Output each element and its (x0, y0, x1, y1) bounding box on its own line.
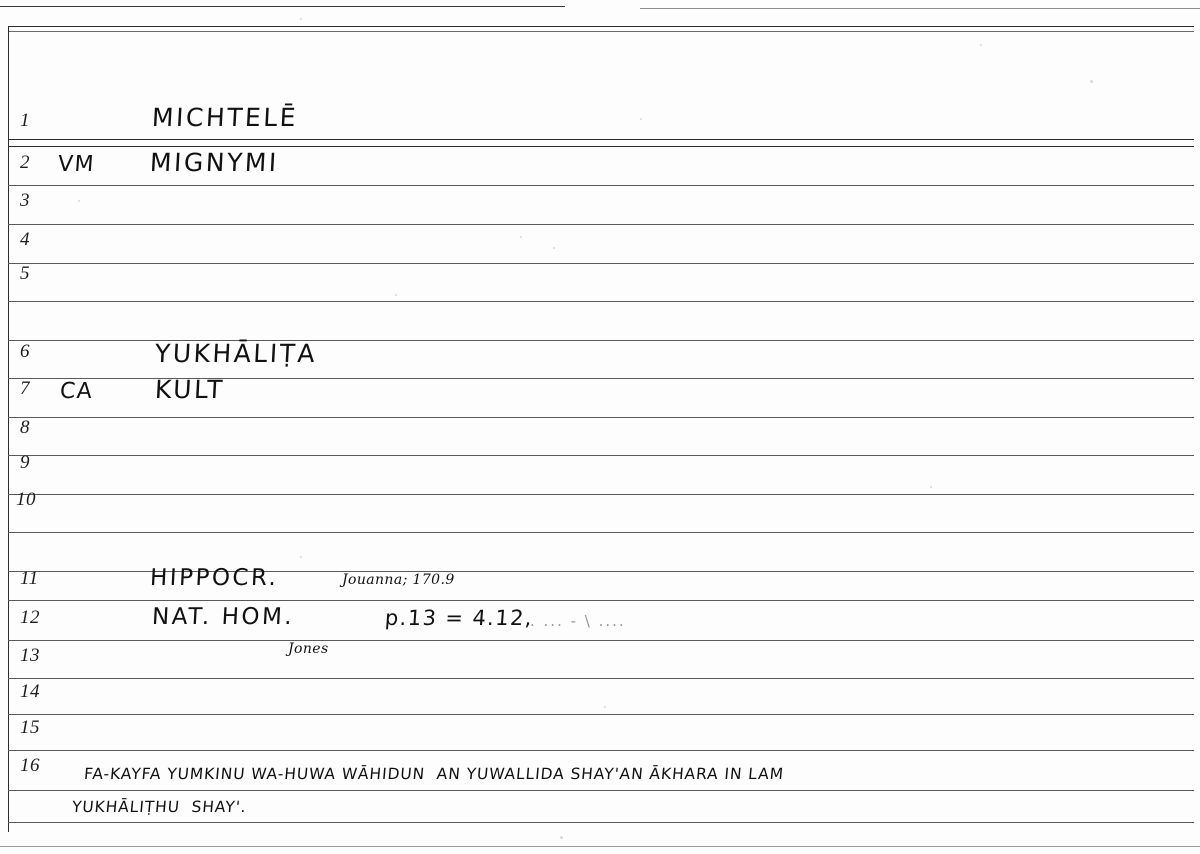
line-number: 13 (20, 645, 40, 666)
paper-top-edge-left (0, 6, 565, 7)
rule-line-1b (8, 146, 1194, 147)
rule-line-7 (8, 417, 1194, 418)
arabic-transliteration-line-2: YUKHĀLIṬHU SHAY'. (71, 798, 248, 816)
scan-speck (930, 486, 932, 488)
scan-speck (300, 18, 302, 20)
annotation-jouanna-reference: Jouanna; 170.9 (342, 572, 455, 588)
scan-speck (553, 247, 555, 249)
entry-source-nat-hom: NAT. HOM. (151, 604, 295, 630)
line-number: 3 (20, 190, 30, 211)
rule-line-17 (8, 822, 1194, 823)
line-number: 16 (20, 755, 40, 776)
line-number: 8 (20, 417, 30, 438)
rule-line-2 (8, 185, 1194, 186)
line-number: 2 (20, 152, 30, 173)
rule-line-11 (8, 600, 1194, 601)
rule-line-13 (8, 678, 1194, 679)
scan-speck (520, 236, 522, 238)
rule-line-5 (8, 301, 1194, 302)
scan-speck (300, 556, 302, 558)
entry-tag-ca: CA (59, 379, 95, 404)
rule-line-4 (8, 263, 1194, 264)
line-number: 15 (20, 717, 40, 738)
line-number: 12 (20, 607, 40, 628)
scan-speck (395, 294, 397, 296)
scan-speck (604, 706, 606, 708)
rule-line-12 (8, 640, 1194, 641)
scan-speck (1090, 80, 1093, 83)
line-number: 10 (16, 489, 36, 510)
form-frame-top (8, 26, 1194, 27)
rule-line-1 (8, 139, 1194, 140)
paper-top-edge-right (640, 8, 1200, 9)
annotation-editor-jones: Jones (288, 641, 329, 657)
rule-line-14 (8, 714, 1194, 715)
entry-headword-yukhalita: YUKHĀLIṬA (154, 339, 318, 368)
form-frame-top-inner (8, 31, 1194, 32)
line-number: 7 (20, 378, 30, 399)
annotation-page-reference: p.13 = 4.12, (384, 606, 534, 630)
scan-speck (560, 836, 563, 839)
line-number: 14 (20, 681, 40, 702)
line-number: 9 (20, 452, 30, 473)
line-number: 1 (20, 110, 30, 131)
entry-tag-vm: VM (57, 152, 96, 177)
paper-bottom-edge (0, 846, 1200, 847)
entry-headword-michtele: MICHTELĒ (151, 103, 299, 132)
entry-source-hippocr: HIPPOCR. (149, 565, 280, 591)
entry-headword-kult: KULT (154, 375, 226, 404)
arabic-transliteration-line-1: FA-KAYFA YUMKINU WA-HUWA WĀHIDUN AN YUWALLIDA SHAY'AN ĀKHARA IN LAM (83, 765, 785, 783)
line-number: 5 (20, 263, 30, 284)
line-number: 4 (20, 229, 30, 250)
scan-speck (980, 44, 982, 46)
rule-line-3 (8, 224, 1194, 225)
rule-line-9 (8, 494, 1194, 495)
line-number: 6 (20, 341, 30, 362)
entry-headword-mignymi: MIGNYMI (149, 148, 280, 177)
line-number: 11 (20, 568, 39, 589)
rule-line-15 (8, 750, 1194, 751)
annotation-smudge: . ... - \ .... (530, 612, 626, 630)
rule-line-8 (8, 455, 1194, 456)
scan-speck (640, 118, 642, 120)
rule-line-16 (8, 790, 1194, 791)
scan-speck (78, 200, 80, 202)
rule-line-10 (8, 532, 1194, 533)
